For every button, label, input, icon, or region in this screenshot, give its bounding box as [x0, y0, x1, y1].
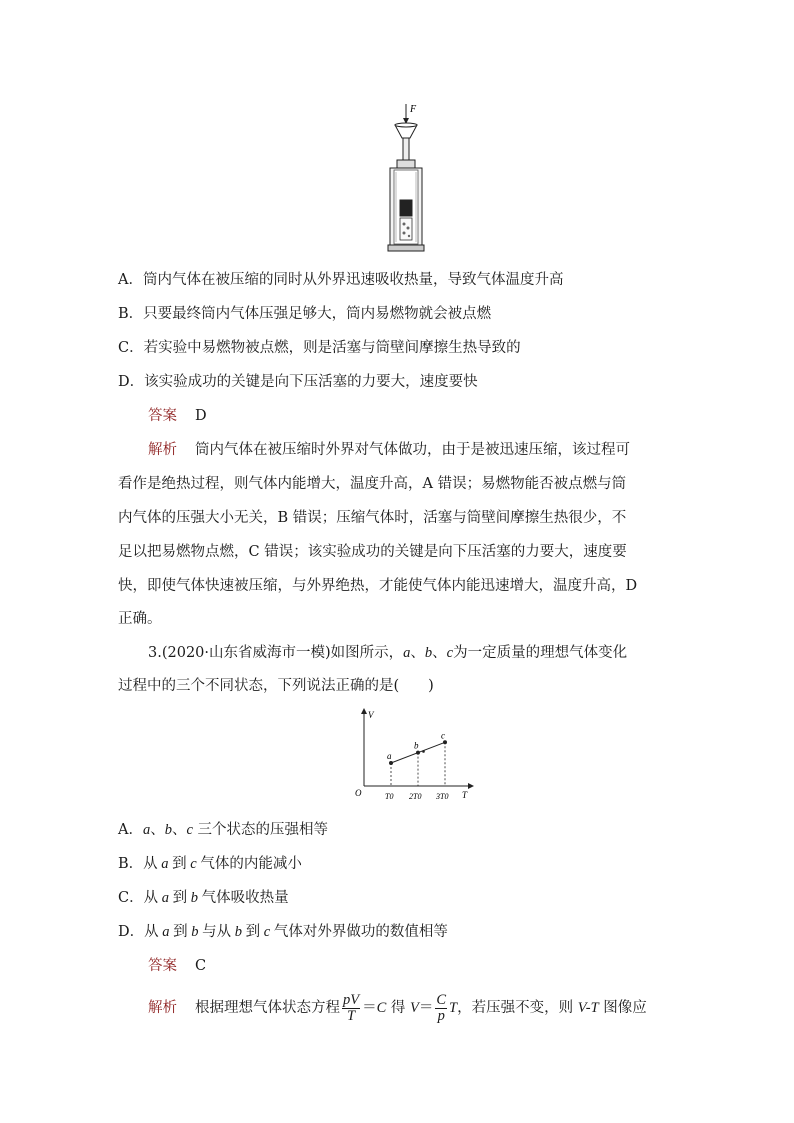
fraction-denominator: p — [437, 1007, 445, 1024]
analysis-text: ，若压强不变，则 — [457, 1000, 578, 1016]
analysis-text: 根据理想气体状态方程 — [195, 1000, 340, 1016]
point-label-a: a — [387, 751, 392, 761]
q3-stem-line-1 — [148, 643, 627, 663]
state-b: b — [424, 645, 433, 661]
state-b: b — [231, 924, 246, 940]
option-prefix: C．从 — [118, 890, 159, 906]
answer-value: C — [195, 958, 207, 974]
q2-option-d: D．该实验成功的关键是向下压活塞的力要大，速度要快 — [118, 374, 478, 390]
force-label: F — [410, 104, 417, 115]
option-text: 三个状态的压强相等 — [192, 822, 329, 838]
state-a: a — [158, 890, 173, 906]
option-prefix: B．从 — [118, 856, 158, 872]
analysis-text: ＝ — [418, 1000, 434, 1016]
q3-option-d — [118, 922, 448, 942]
fraction-numerator: pV — [343, 991, 360, 1008]
q3-option-c — [118, 888, 289, 908]
q3-option-b — [118, 854, 302, 874]
option-text: 气体对外界做功的数值相等 — [273, 924, 448, 940]
state-b: b — [164, 822, 172, 838]
option-text: 到 — [245, 924, 261, 940]
q3-analysis — [148, 990, 647, 1026]
option-text: 气体吸收热量 — [201, 890, 289, 906]
analysis-label: 解析 — [148, 442, 177, 458]
analysis-text: 得 — [386, 1000, 410, 1016]
sep: 、 — [171, 822, 187, 838]
q2-option-b: B．只要最终筒内气体压强足够大，筒内易燃物就会被点燃 — [118, 306, 492, 322]
answer-label: 答案 — [148, 408, 177, 424]
answer-value: D — [195, 408, 207, 424]
symbol-c: C — [376, 1000, 387, 1016]
sep: 、 — [432, 645, 447, 661]
q2-option-c: C．若实验中易燃物被点燃，则是活塞与筒壁间摩擦生热导致的 — [118, 340, 521, 356]
state-a: a — [142, 822, 151, 838]
option-text: 气体的内能减小 — [200, 856, 302, 872]
state-a: a — [157, 856, 173, 872]
q2-analysis-line-2: 看作是绝热过程，则气体内能增大，温度升高，A 错误；易燃物能否被点燃与筒 — [118, 476, 627, 492]
symbol-v: V — [410, 1000, 419, 1016]
option-text: 到 — [172, 890, 188, 906]
q3-stem-line-2: 过程中的三个不同状态，下列说法正确的是( ) — [118, 678, 434, 694]
stem-text: 如图所示， — [330, 645, 404, 661]
option-text: 到 — [172, 856, 187, 872]
option-text: 与从 — [202, 924, 232, 940]
analysis-text: 图像应 — [598, 1000, 647, 1016]
question-number: 3. — [148, 645, 162, 661]
state-c: c — [186, 822, 193, 838]
stem-text: 为一定质量的理想气体变化 — [453, 645, 628, 661]
tick-label-2: 2T0 — [409, 792, 422, 801]
answer-label: 答案 — [148, 958, 177, 974]
q2-analysis-line-5: 快，即使气体快速被压缩，与外界绝热，才能使气体内能迅速增大，温度升高，D — [118, 578, 638, 594]
state-a: a — [403, 645, 411, 661]
point-c — [443, 740, 447, 744]
state-c: c — [186, 856, 201, 872]
tick-label-1: T0 — [385, 792, 394, 801]
option-prefix: D．从 — [118, 924, 159, 940]
q2-answer — [148, 406, 207, 426]
state-c: c — [446, 645, 454, 661]
fraction-c-over-p — [435, 993, 447, 1024]
v-t-graph — [350, 706, 480, 802]
option-text: 到 — [173, 924, 188, 940]
state-b: b — [187, 924, 203, 940]
line-dot — [422, 750, 425, 753]
t-axis-arrow — [468, 783, 474, 789]
state-b: b — [187, 890, 202, 906]
question-source: (2020·山东省威海市一模) — [161, 645, 331, 661]
q3-option-a — [118, 820, 328, 840]
option-prefix: A． — [118, 822, 143, 838]
q2-option-a: A．筒内气体在被压缩的同时从外界迅速吸收热量，导致气体温度升高 — [118, 272, 564, 288]
state-a: a — [158, 924, 174, 940]
origin-label: O — [355, 788, 362, 798]
point-b — [416, 751, 420, 755]
point-label-c: c — [441, 730, 445, 741]
analysis-text: 筒内气体在被压缩时外界对气体做功，由于是被迅速压缩，该过程可 — [195, 442, 630, 458]
v-axis-label: V — [368, 710, 374, 720]
analysis-text: ＝ — [362, 1000, 377, 1016]
sep: 、 — [150, 822, 165, 838]
q2-analysis-line-1 — [148, 440, 630, 460]
symbol-t: T — [449, 1000, 458, 1016]
t-axis-label: T — [462, 790, 468, 800]
q3-answer — [148, 956, 206, 976]
fire-syringe-figure — [380, 100, 450, 255]
point-label-b: b — [414, 740, 419, 751]
fraction-denominator: T — [347, 1007, 356, 1024]
sep: 、 — [410, 645, 425, 661]
fraction-pv-over-t — [342, 993, 360, 1024]
state-c: c — [260, 924, 274, 940]
symbol-vt: V-T — [577, 1000, 599, 1016]
v-axis-arrow — [361, 708, 367, 714]
analysis-label: 解析 — [148, 1000, 177, 1016]
fraction-numerator: C — [436, 991, 447, 1008]
point-a — [389, 761, 393, 765]
q2-analysis-line-3: 内气体的压强大小无关，B 错误；压缩气体时，活塞与筒壁间摩擦生热很少，不 — [118, 510, 627, 526]
q2-analysis-line-6: 正确。 — [118, 611, 162, 627]
tick-label-3: 3T0 — [436, 792, 449, 801]
q2-analysis-line-4: 足以把易燃物点燃，C 错误；该实验成功的关键是向下压活塞的力要大，速度要 — [118, 544, 627, 560]
